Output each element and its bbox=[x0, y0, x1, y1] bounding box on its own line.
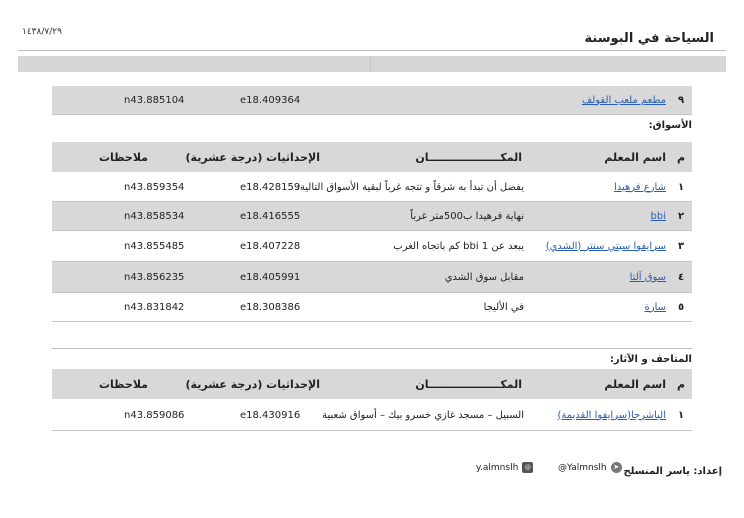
header-num: م bbox=[676, 377, 686, 391]
header-num: م bbox=[676, 150, 686, 164]
row-lon: n43.856235 bbox=[124, 271, 185, 283]
header-location: المكـــــــــــــــــــان bbox=[415, 377, 522, 391]
telegram-icon: ➤ bbox=[611, 462, 622, 473]
row-lat: e18.405991 bbox=[240, 271, 301, 283]
row-lon: n43.859354 bbox=[124, 181, 185, 193]
header-coords: الإحداثيات (درجة عشرية) bbox=[185, 377, 320, 391]
row-lat: e18.416555 bbox=[240, 210, 301, 222]
row-lat: e18.407228 bbox=[240, 240, 301, 252]
header-name: اسم المعلم bbox=[604, 377, 666, 391]
landmark-link[interactable]: مطعم ملعب القولف bbox=[581, 94, 666, 106]
row-number: ٤ bbox=[677, 271, 685, 283]
row-name[interactable] bbox=[526, 293, 668, 321]
twitter-handle[interactable]: @Yalmnslh bbox=[558, 462, 607, 473]
instagram-icon: ◎ bbox=[522, 462, 533, 473]
header-notes: ملاحظات bbox=[99, 377, 148, 391]
row-lon: n43.831842 bbox=[124, 301, 185, 313]
table-row bbox=[52, 86, 692, 115]
telegram-contact[interactable] bbox=[558, 462, 622, 473]
row-lat: e18.428159 bbox=[240, 181, 301, 193]
table-row bbox=[52, 173, 692, 202]
prepared-by: إعداد: ياسر المنسلح bbox=[623, 466, 722, 477]
row-location: نهاية فرهيدا ب500متر غرباً bbox=[410, 210, 524, 222]
row-lon: n43.855485 bbox=[124, 240, 185, 252]
landmark-link[interactable]: سارة bbox=[644, 301, 666, 313]
header-notes: ملاحظات bbox=[99, 150, 148, 164]
header-divider bbox=[18, 50, 726, 51]
landmark-link[interactable]: شارع فرهيدا bbox=[613, 181, 666, 193]
row-location: في الأليجا bbox=[483, 301, 524, 313]
table-row bbox=[52, 231, 692, 262]
row-name[interactable] bbox=[526, 173, 668, 201]
table-row bbox=[52, 293, 692, 322]
museums-header-row bbox=[52, 369, 692, 399]
museums-section-title: المتاحف و الآثار: bbox=[609, 354, 692, 365]
section-divider bbox=[52, 348, 692, 349]
header-band bbox=[18, 56, 726, 72]
row-lat: e18.409364 bbox=[240, 94, 301, 106]
table-row bbox=[52, 400, 692, 431]
row-location: السبيل – مسجد غازي خسرو بيك – أسواق شعبية bbox=[322, 409, 524, 421]
row-number: ٢ bbox=[677, 210, 685, 222]
row-lat: e18.308386 bbox=[240, 301, 301, 313]
page-date: ١٤٣٨/٧/٢٩ bbox=[22, 27, 62, 37]
row-number: ٥ bbox=[677, 301, 685, 313]
landmark-link[interactable]: الباشرجا(سرايفوا القديمة) bbox=[557, 409, 666, 421]
row-location: يفضل أن تبدأ به شرقاً و تتجه غرباً لبقية الأسواق التالية: bbox=[296, 181, 524, 193]
row-lon: n43.859086 bbox=[124, 409, 185, 421]
landmark-link[interactable]: سرايفوا سيتي سنتر (الشدي) bbox=[545, 240, 666, 252]
page-title: السياحة في البوسنة bbox=[584, 31, 714, 46]
markets-section-title: الأسواق: bbox=[648, 120, 692, 131]
instagram-contact[interactable] bbox=[476, 462, 533, 473]
row-location: مقابل سوق الشدي bbox=[444, 271, 524, 283]
row-name[interactable] bbox=[526, 231, 668, 261]
instagram-handle[interactable]: y.almnslh bbox=[476, 462, 519, 473]
row-number: ٩ bbox=[677, 94, 685, 106]
row-location: يبعد عن bbi 1 كم باتجاه الغرب bbox=[393, 240, 524, 252]
header-band-divider bbox=[370, 56, 371, 72]
table-row bbox=[52, 262, 692, 293]
row-name[interactable] bbox=[526, 400, 668, 430]
landmark-link[interactable]: سوق آلتا bbox=[629, 271, 666, 283]
markets-header-row bbox=[52, 142, 692, 172]
table-row bbox=[52, 202, 692, 231]
header-location: المكـــــــــــــــــــان bbox=[415, 150, 522, 164]
row-lon: n43.858534 bbox=[124, 210, 185, 222]
header-name: اسم المعلم bbox=[604, 150, 666, 164]
landmark-link[interactable]: bbi bbox=[650, 210, 666, 222]
row-number: ١ bbox=[677, 409, 685, 421]
header-coords: الإحداثيات (درجة عشرية) bbox=[185, 150, 320, 164]
row-name[interactable] bbox=[526, 202, 668, 230]
row-name[interactable] bbox=[526, 86, 668, 114]
row-lat: e18.430916 bbox=[240, 409, 301, 421]
row-name[interactable] bbox=[526, 262, 668, 292]
row-number: ١ bbox=[677, 181, 685, 193]
row-lon: n43.885104 bbox=[124, 94, 185, 106]
row-number: ٣ bbox=[677, 240, 685, 252]
